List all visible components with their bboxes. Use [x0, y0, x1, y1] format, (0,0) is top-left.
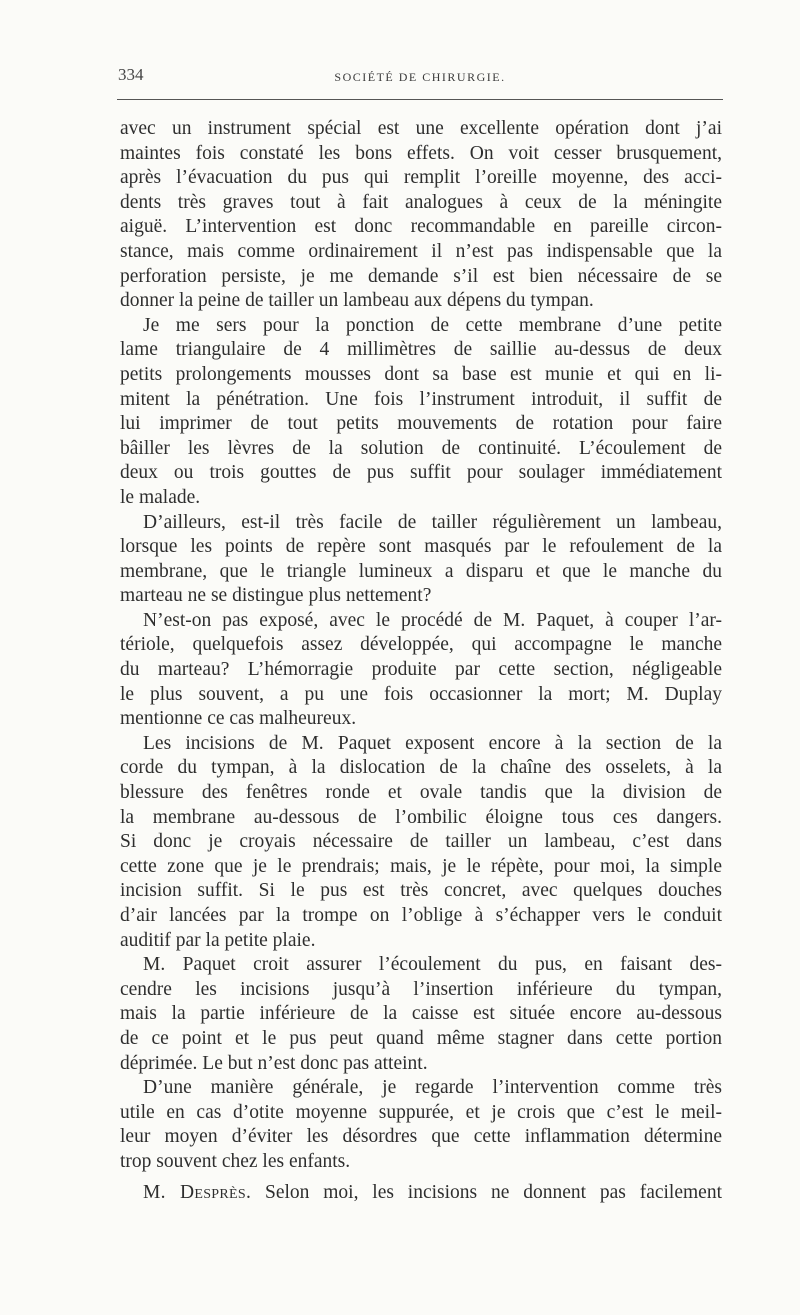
paragraph [120, 732, 722, 953]
text-line: la membrane au-dessous de l’ombilic éloigne tous ces dangers. [120, 806, 722, 828]
text-line: du marteau? L’hémorragie produite par cette section, négligeable [120, 659, 722, 681]
text-line: cendre les incisions jusqu’à l’insertion inférieure du tympan, [120, 978, 722, 1000]
text-line: tériole, quelquefois assez développée, qui accompagne le manche [120, 634, 722, 656]
text-line: mentionne ce cas malheureux. [120, 708, 357, 730]
text-line: leur moyen d’éviter les désordres que cette inflammation détermine [120, 1126, 722, 1148]
text-line: petits prolongements mousses dont sa base est munie et qui en li- [120, 363, 722, 385]
page-number: 334 [118, 65, 144, 84]
text-line: Je me sers pour la ponction de cette membrane d’une petite [143, 314, 722, 336]
text-line: D’une manière générale, je regarde l’intervention comme très [143, 1077, 722, 1099]
text-line: corde du tympan, à la dislocation de la chaîne des osselets, à la [120, 757, 722, 779]
text-block [120, 117, 722, 1205]
text-line [120, 1181, 722, 1206]
text-line: lui imprimer de tout petits mouvements de rotation pour faire [120, 413, 722, 435]
text-line: perforation persiste, je me demande s’il est bien nécessaire de se [120, 265, 722, 287]
paragraph [120, 511, 722, 609]
paragraph [120, 1076, 722, 1174]
text-line: deux ou trois gouttes de pus suffit pour soulager immédiatement [120, 462, 722, 484]
text-line: incision suffit. Si le pus est très concret, avec quelques douches [120, 880, 722, 902]
text-line: le malade. [120, 486, 201, 508]
paragraph [120, 609, 722, 732]
text-line: blessure des fenêtres ronde et ovale tandis que la division de [120, 782, 722, 804]
text-line: N’est-on pas exposé, avec le procédé de M. Paquet, à couper l’ar- [143, 609, 722, 631]
text-line: de ce point et le pus peut quand même stagner dans cette portion [120, 1027, 722, 1049]
text-line: auditif par la petite plaie. [120, 929, 316, 951]
paragraph [120, 117, 722, 314]
text-line: dents très graves tout à fait analogues à ceux de la méningite [120, 191, 722, 213]
text-line: maintes fois constaté les bons effets. On voit cesser brusquement, [120, 142, 722, 164]
text-line: lorsque les points de repère sont masqués par le refoulement de la [120, 536, 722, 558]
text-line: trop souvent chez les enfants. [120, 1150, 351, 1172]
text-line: M. Paquet croit assurer l’écoulement du pus, en faisant des- [143, 954, 722, 976]
text-line: D’ailleurs, est-il très facile de tailler régulièrement un lambeau, [143, 511, 722, 533]
text-line: donner la peine de tailler un lambeau aux dépens du tympan. [120, 290, 594, 312]
text-line: déprimée. Le but n’est donc pas atteint. [120, 1052, 428, 1074]
running-title: SOCIÉTÉ DE CHIRURGIE. [334, 70, 506, 84]
text-line: bâiller les lèvres de la solution de continuité. L’écoulement de [120, 437, 722, 459]
text-line: le plus souvent, a pu une fois occasionner la mort; M. Duplay [120, 683, 722, 705]
header-rule [117, 99, 723, 100]
text-line: après l’évacuation du pus qui remplit l’oreille moyenne, des acci- [120, 167, 722, 189]
text-line: mitent la pénétration. Une fois l’instrument introduit, il suffit de [120, 388, 722, 410]
speaker-text: Selon moi, les incisions ne donnent pas facilement [264, 1181, 722, 1203]
text-line: stance, mais comme ordinairement il n’est pas indispensable que la [120, 240, 722, 262]
text-line: Si donc je croyais nécessaire de tailler un lambeau, c’est dans [120, 831, 722, 853]
text-line: utile en cas d’otite moyenne suppurée, et je crois que c’est le meil- [120, 1101, 722, 1123]
text-line: aiguë. L’intervention est donc recommandable en pareille circon- [120, 216, 722, 238]
text-line: membrane, que le triangle lumineux a disparu et que le manche du [120, 560, 722, 582]
text-line: avec un instrument spécial est une excellente opération dont j’ai [120, 118, 722, 139]
paragraph [120, 953, 722, 1076]
speaker-name: M. Desprès. [143, 1181, 252, 1203]
paragraph [120, 1181, 722, 1206]
text-line: marteau ne se distingue plus nettement? [120, 585, 432, 607]
text-line: mais la partie inférieure de la caisse est située encore au-dessous [120, 1003, 722, 1025]
text-line: lame triangulaire de 4 millimètres de saillie au-dessus de deux [120, 339, 722, 361]
text-line: d’air lancées par la trompe on l’oblige à s’échapper vers le conduit [120, 905, 722, 926]
text-line: cette zone que je le prendrais; mais, je le répète, pour moi, la simple [120, 855, 722, 877]
text-line: Les incisions de M. Paquet exposent encore à la section de la [143, 732, 722, 754]
paragraph [120, 314, 722, 511]
